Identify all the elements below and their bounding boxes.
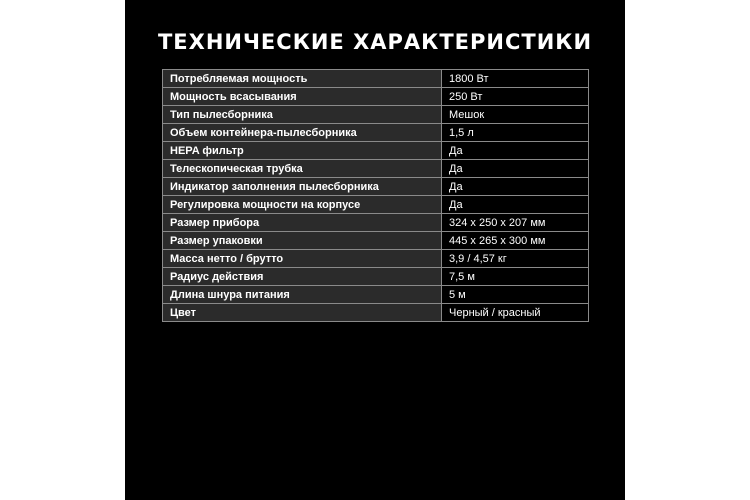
spec-name: Цвет xyxy=(163,304,442,322)
spec-value: 324 х 250 х 207 мм xyxy=(442,214,589,232)
spec-name: Телескопическая трубка xyxy=(163,160,442,178)
table-row xyxy=(163,142,589,160)
spec-name: Объем контейнера-пылесборника xyxy=(163,124,442,142)
spec-value: 1800 Вт xyxy=(442,70,589,88)
spec-name: Длина шнура питания xyxy=(163,286,442,304)
table-row xyxy=(163,286,589,304)
spec-name: Регулировка мощности на корпусе xyxy=(163,196,442,214)
spec-value: Мешок xyxy=(442,106,589,124)
spec-name: Индикатор заполнения пылесборника xyxy=(163,178,442,196)
spec-name: Размер прибора xyxy=(163,214,442,232)
spec-name: Мощность всасывания xyxy=(163,88,442,106)
table-row xyxy=(163,232,589,250)
table-row xyxy=(163,304,589,322)
table-row xyxy=(163,160,589,178)
spec-value: Да xyxy=(442,196,589,214)
spec-panel xyxy=(125,0,625,500)
table-row xyxy=(163,70,589,88)
spec-value: 250 Вт xyxy=(442,88,589,106)
spec-value: 1,5 л xyxy=(442,124,589,142)
spec-value: Да xyxy=(442,160,589,178)
table-row xyxy=(163,106,589,124)
spec-value: 3,9 / 4,57 кг xyxy=(442,250,589,268)
spec-value: 445 х 265 х 300 мм xyxy=(442,232,589,250)
table-row xyxy=(163,88,589,106)
table-row xyxy=(163,250,589,268)
spec-name: Тип пылесборника xyxy=(163,106,442,124)
spec-value: Черный / красный xyxy=(442,304,589,322)
table-row xyxy=(163,268,589,286)
spec-value: 5 м xyxy=(442,286,589,304)
spec-name: Потребляемая мощность xyxy=(163,70,442,88)
table-row xyxy=(163,214,589,232)
table-row xyxy=(163,196,589,214)
spec-value: 7,5 м xyxy=(442,268,589,286)
spec-name: Радиус действия xyxy=(163,268,442,286)
spec-name: Размер упаковки xyxy=(163,232,442,250)
page-title: ТЕХНИЧЕСКИЕ ХАРАКТЕРИСТИКИ xyxy=(157,30,593,54)
spec-value: Да xyxy=(442,178,589,196)
table-row xyxy=(163,178,589,196)
table-row xyxy=(163,124,589,142)
spec-value: Да xyxy=(442,142,589,160)
spec-name: Масса нетто / брутто xyxy=(163,250,442,268)
spec-table xyxy=(162,69,589,322)
spec-name: HEPA фильтр xyxy=(163,142,442,160)
